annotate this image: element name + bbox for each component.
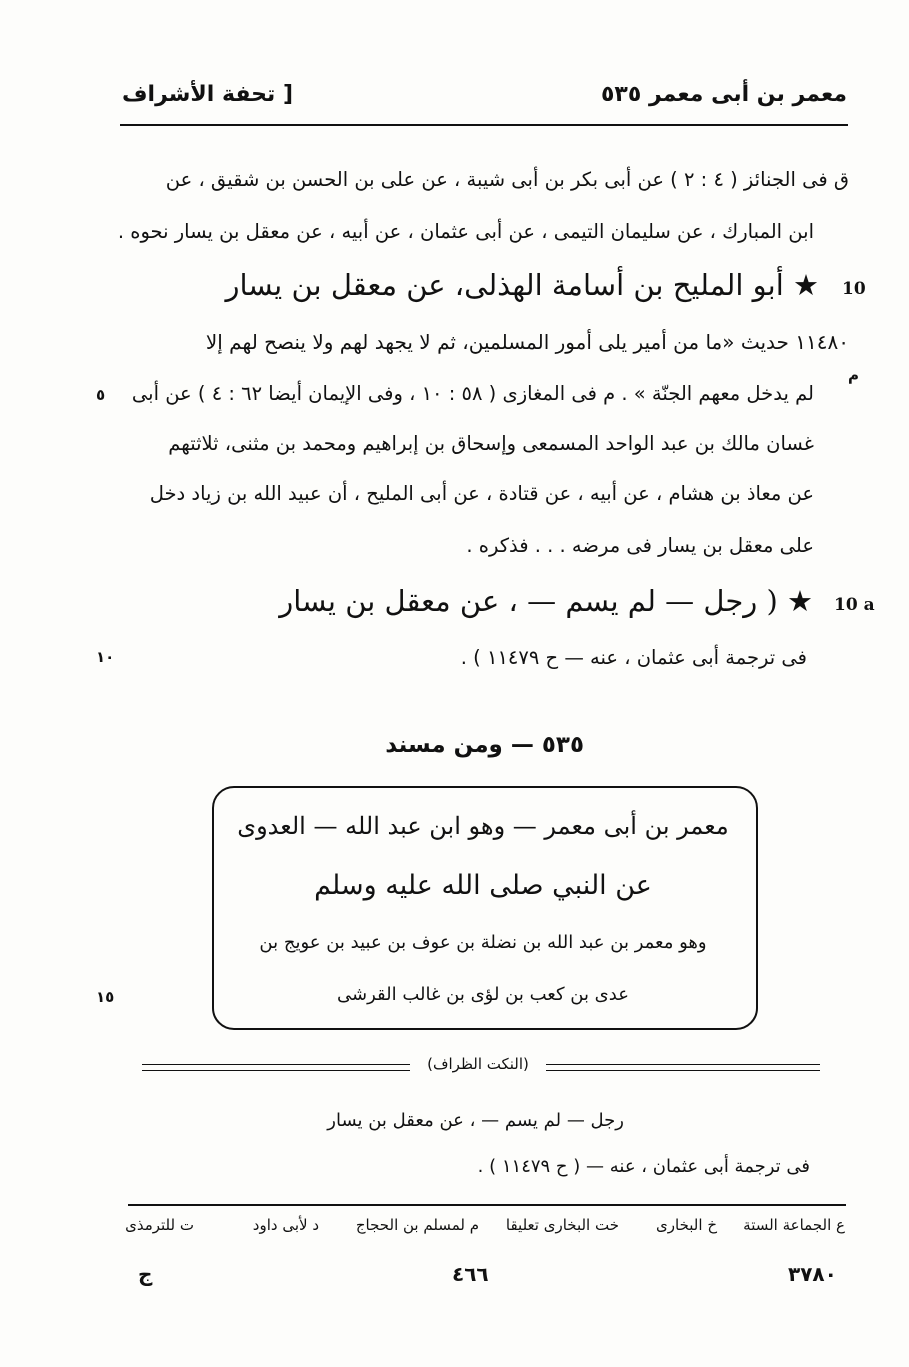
entry-number: 10 a — [834, 595, 875, 615]
cross-reference: فى ترجمة أبى عثمان ، عنه — ح ١١٤٧٩ ) . — [460, 646, 807, 669]
margin-siglum: م — [848, 366, 859, 384]
nukat-line: فى ترجمة أبى عثمان ، عنه — ( ح ١١٤٧٩ ) . — [477, 1156, 810, 1177]
running-title-left: [ تحفة الأشراف — [122, 82, 294, 107]
footnote-rule — [128, 1204, 846, 1206]
margin-line-number: ١٥ — [96, 988, 115, 1006]
margin-line-number: ١٠ — [96, 648, 115, 666]
companion-name: معمر بن أبى معمر — وهو ابن عبد الله — العدوى — [237, 812, 729, 840]
hadith-line: على معقل بن يسار فى مرضه . . . فذكره . — [466, 534, 814, 557]
lineage-line: عدى بن كعب بن لؤى بن غالب القرشى — [337, 984, 629, 1005]
divider-rule — [546, 1064, 820, 1065]
volume-mark: ج — [138, 1262, 153, 1286]
companion-subtitle: عن النبي صلى الله عليه وسلم — [314, 870, 652, 901]
margin-line-number: ٥ — [96, 386, 106, 404]
entry-heading: ★ ( رجل — لم يسم — ، عن معقل بن يسار — [279, 584, 813, 618]
entry-heading: ★ أبو المليح بن أسامة الهذلى، عن معقل بن يسار — [225, 268, 819, 302]
text-line: ابن المبارك ، عن سليمان التيمى ، عن أبى عثمان ، عن أبيه ، عن معقل بن يسار نحوه . — [117, 220, 814, 243]
entry-number: 10 — [842, 279, 866, 299]
page-number: ٤٦٦ — [452, 1262, 489, 1286]
nukat-label: (النكت الظراف) — [427, 1055, 529, 1073]
abbreviation: ع الجماعة الستة — [743, 1216, 845, 1234]
hadith-line: لم يدخل معهم الجنّة » . م فى المغازى ( ٥٨ : ١٠ ، وفى الإيمان أيضا ٦٢ : ٤ ) عن أبى — [131, 382, 814, 405]
divider-rule — [142, 1070, 410, 1071]
abbreviation: خ البخارى — [656, 1216, 717, 1234]
hadith-line: عن معاذ بن هشام ، عن أبيه ، عن قتادة ، عن أبى المليح ، أن عبيد الله بن زياد دخل — [149, 482, 814, 505]
abbreviation: م لمسلم بن الحجاج — [355, 1216, 479, 1234]
divider-rule — [546, 1070, 820, 1071]
running-title-right: معمر بن أبى معمر ٥٣٥ — [601, 82, 847, 107]
abbreviation: د لأبى داود — [252, 1216, 319, 1234]
section-heading: ٥٣٥ — ومن مسند — [385, 732, 584, 758]
abbreviation: خت البخارى تعليقا — [505, 1216, 619, 1234]
lineage-line: وهو معمر بن عبد الله بن نضلة بن عوف بن عبيد بن عويج بن — [259, 932, 707, 953]
divider-rule — [142, 1064, 410, 1065]
hadith-line: غسان مالك بن عبد الواحد المسمعى وإسحاق بن إبراهيم ومحمد بن مثنى، ثلاثتهم — [168, 432, 814, 455]
nukat-line: رجل — لم يسم — ، عن معقل بن يسار — [327, 1110, 624, 1131]
header-rule — [120, 124, 848, 126]
hadith-line: ١١٤٨٠ حديث «ما من أمير يلى أمور المسلمين، ثم لا يجهد لهم ولا ينصح لهم إلا — [205, 330, 849, 354]
volume-hadith-number: ٣٧٨٠ — [788, 1262, 837, 1286]
text-line: ق فى الجنائز ( ٤ : ٢ ) عن أبى بكر بن أبى شيبة ، عن على بن الحسن بن شقيق ، عن — [165, 168, 849, 191]
abbreviation: ت للترمذى — [125, 1216, 194, 1234]
